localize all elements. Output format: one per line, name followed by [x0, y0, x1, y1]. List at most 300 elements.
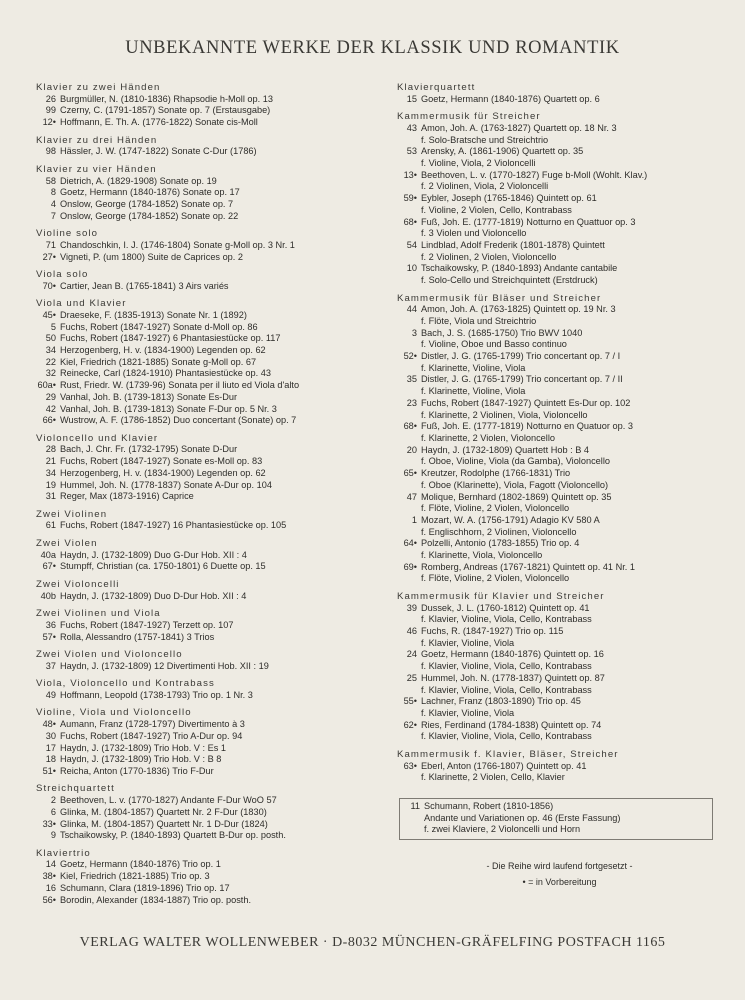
- entry-text: Czerny, C. (1791-1857) Sonate op. 7 (Erstausgabe): [60, 105, 271, 116]
- catalog-entry: [397, 626, 722, 638]
- entry-number: 69•: [403, 561, 417, 572]
- entry-instrumentation: f. Englischhorn, 2 Violinen, Violoncello: [421, 526, 577, 537]
- entry-text: Tschaikowsky, P. (1840-1893) Quartett B-Dur op. posth.: [60, 830, 286, 841]
- entry-text: Ries, Ferdinand (1784-1838) Quintett op. 74: [421, 719, 602, 730]
- catalog-entry: [397, 696, 722, 708]
- entry-instrumentation: f. 3 Violen und Violoncello: [421, 228, 527, 239]
- entry-text: Schumann, Robert (1810-1856): [424, 800, 554, 811]
- entry-number: 3: [411, 327, 417, 338]
- catalog-entry: [36, 807, 381, 819]
- entry-text: Goetz, Hermann (1840-1876) Trio op. 1: [60, 859, 221, 870]
- entry-instrumentation: f. Solo-Bratsche und Streichtrio: [421, 134, 549, 145]
- catalog-section: [36, 538, 381, 573]
- entry-number: 67•: [42, 561, 56, 572]
- entry-text: Rolla, Alessandro (1757-1841) 3 Trios: [60, 631, 215, 642]
- catalog-entry: [397, 538, 722, 550]
- catalog-entry: [36, 415, 381, 427]
- catalog-section: [36, 298, 381, 427]
- entry-number: 34: [45, 345, 56, 356]
- catalog-entry: [397, 123, 722, 135]
- catalog-entry: [397, 649, 722, 661]
- entry-instrumentation: f. Klavier, Violine, Viola, Cello, Kontrabass: [421, 661, 592, 672]
- entry-number: 4: [50, 198, 56, 209]
- entry-number: 5: [50, 321, 56, 332]
- catalog-entry: [397, 146, 722, 158]
- entry-text: Haydn, J. (1732-1809) Quartett Hob : B 4: [421, 444, 590, 455]
- entry-text: Reicha, Anton (1770-1836) Trio F-Dur: [60, 765, 214, 776]
- catalog-section: [36, 509, 381, 532]
- catalog-entry: [36, 591, 381, 603]
- catalog-entry: [36, 199, 381, 211]
- entry-number: 98: [45, 146, 56, 157]
- catalog-section: [397, 293, 722, 586]
- catalog-entry: [36, 491, 381, 503]
- entry-instrumentation: f. Klavier, Violine, Viola, Cello, Kontrabass: [421, 684, 592, 695]
- entry-number: 42: [45, 403, 56, 414]
- catalog-entry: [36, 661, 381, 673]
- entry-instrumentation: f. Klarinette, Violine, Viola: [421, 362, 526, 373]
- entry-instrumentation: f. Oboe (Klarinette), Viola, Fagott (Violoncello): [421, 479, 609, 490]
- catalog-entry: [397, 304, 722, 316]
- entry-text: Vanhal, Joh. B. (1739-1813) Sonate F-Dur op. 5 Nr. 3: [60, 403, 277, 414]
- entry-number: 49: [45, 689, 56, 700]
- catalog-entry: [36, 392, 381, 404]
- entry-instrumentation: f. Violine, Viola, 2 Violoncelli: [421, 158, 536, 169]
- catalog-entry: [36, 380, 381, 392]
- entry-number: 8: [50, 187, 56, 198]
- entry-number: 19: [45, 479, 56, 490]
- entry-text: Fuchs, Robert (1847-1927) Trio A-Dur op. 94: [60, 730, 243, 741]
- section-heading: Kammermusik f. Klavier, Bläser, Streicher: [397, 748, 619, 760]
- entry-text: Haydn, J. (1732-1809) Trio Hob. V : B 8: [60, 754, 222, 765]
- catalog-entry: [397, 720, 722, 732]
- catalog-entry: [397, 445, 722, 457]
- catalog-entry: [36, 146, 381, 158]
- entry-text: Amon, Joh. A. (1763-1825) Quintett op. 19 Nr. 3: [421, 304, 616, 315]
- entry-text: Chandoschkin, I. J. (1746-1804) Sonate g-Moll op. 3 Nr. 1: [60, 239, 295, 250]
- catalog-entry: [36, 345, 381, 357]
- entry-text: Bach, J. S. (1685-1750) Trio BWV 1040: [421, 327, 583, 338]
- catalog-entry: [36, 252, 381, 264]
- entry-instrumentation: f. zwei Klaviere, 2 Violoncelli und Horn: [424, 824, 581, 835]
- catalog-entry: [36, 550, 381, 562]
- entry-instrumentation: f. Klarinette, Viola, Violoncello: [421, 550, 543, 561]
- entry-text: Herzogenberg, H. v. (1834-1900) Legenden op. 62: [60, 467, 266, 478]
- entry-text: Aumann, Franz (1728-1797) Divertimento à 3: [60, 719, 245, 730]
- catalog-section: [36, 608, 381, 643]
- catalog-entry: [36, 176, 381, 188]
- entry-text: Kiel, Friedrich (1821-1885) Trio op. 3: [60, 871, 210, 882]
- section-heading: Zwei Violinen und Viola: [36, 608, 161, 620]
- entry-number: 10: [406, 263, 417, 274]
- catalog-entry: [36, 830, 381, 842]
- entry-number: 48•: [42, 719, 56, 730]
- entry-text: Goetz, Hermann (1840-1876) Sonate op. 17: [60, 187, 240, 198]
- entry-instrumentation: f. Oboe, Violine, Viola (da Gamba), Violoncello: [421, 456, 610, 467]
- entry-number: 40b: [40, 590, 56, 601]
- entry-text: Vanhal, Joh. B. (1739-1813) Sonate Es-Dur: [60, 391, 238, 402]
- entry-text: Distler, J. G. (1765-1799) Trio concertant op. 7 / I: [421, 351, 621, 362]
- right-sections: [397, 82, 722, 784]
- entry-text: Amon, Joh. A. (1763-1827) Quartett op. 18 Nr. 3: [421, 122, 617, 133]
- entry-number: 16: [45, 882, 56, 893]
- entry-text: Reger, Max (1873-1916) Caprice: [60, 491, 194, 502]
- catalog-entry: [397, 374, 722, 386]
- entry-instrumentation: f. 2 Violinen, Viola, 2 Violoncelli: [421, 181, 549, 192]
- publisher-footer: VERLAG WALTER WOLLENWEBER · D-8032 MÜNCHEN-GRÄFELFING POSTFACH 1165: [79, 935, 666, 950]
- entry-number: 47: [406, 491, 417, 502]
- catalog-entry: [400, 801, 708, 813]
- section-heading: Viola, Violoncello und Kontrabass: [36, 678, 215, 690]
- entry-number: 14: [45, 859, 56, 870]
- catalog-entry: [36, 895, 381, 907]
- entry-text: Goetz, Hermann (1840-1876) Quintett op. 16: [421, 649, 604, 660]
- entry-instrumentation: f. Violine, Oboe und Basso continuo: [421, 339, 567, 350]
- entry-text: Bach, J. Chr. Fr. (1732-1795) Sonate D-Dur: [60, 444, 238, 455]
- section-heading: Viola solo: [36, 269, 89, 281]
- entry-text: Reinecke, Carl (1824-1910) Phantasiestücke op. 43: [60, 368, 271, 379]
- entry-number: 52•: [403, 351, 417, 362]
- catalog-entry: [397, 193, 722, 205]
- catalog-entry: [36, 620, 381, 632]
- catalog-entry: [397, 421, 722, 433]
- entry-text: Beethoven, L. v. (1770-1827) Andante F-Dur WoO 57: [60, 795, 277, 806]
- entry-text: Haydn, J. (1732-1809) Trio Hob. V : Es 1: [60, 742, 226, 753]
- section-heading: Kammermusik für Klavier und Streicher: [397, 590, 605, 602]
- catalog-entry: [397, 492, 722, 504]
- entry-number: 36: [45, 619, 56, 630]
- catalog-entry: [36, 731, 381, 743]
- catalog-section: [397, 111, 722, 287]
- entry-number: 64•: [403, 538, 417, 549]
- entry-text: Burgmüller, N. (1810-1836) Rhapsodie h-Moll op. 13: [60, 93, 273, 104]
- catalog-entry: [36, 632, 381, 644]
- entry-text: Fuß, Joh. E. (1777-1819) Notturno en Quattuor op. 3: [421, 216, 636, 227]
- entry-text: Molique, Bernhard (1802-1869) Quintett op. 35: [421, 491, 612, 502]
- catalog-entry: [397, 94, 722, 106]
- entry-number: 44: [406, 304, 417, 315]
- right-column: [397, 82, 722, 890]
- entry-text: Haydn, J. (1732-1809) Duo D-Dur Hob. XII : 4: [60, 590, 247, 601]
- section-heading: Klavier zu vier Händen: [36, 163, 157, 175]
- entry-text: Fuchs, Robert (1847-1927) 16 Phantasiestücke op. 105: [60, 520, 287, 531]
- entry-text: Haydn, J. (1732-1809) Duo G-Dur Hob. XII : 4: [60, 549, 247, 560]
- entry-text: Kreutzer, Rodolphe (1766-1831) Trio: [421, 468, 571, 479]
- catalog-entry: [36, 859, 381, 871]
- entry-text: Fuß, Joh. E. (1777-1819) Notturno en Quatuor op. 3: [421, 421, 633, 432]
- catalog-section: [36, 579, 381, 602]
- entry-number: 65•: [403, 468, 417, 479]
- entry-instrumentation: f. Klavier, Violine, Viola, Cello, Kontrabass: [421, 731, 592, 742]
- catalog-section: [397, 82, 722, 105]
- catalog-entry: [397, 761, 722, 773]
- catalog-entry: [397, 673, 722, 685]
- entry-instrumentation: f. Flöte, Viola und Streichtrio: [421, 315, 537, 326]
- entry-instrumentation: f. Klarinette, 2 Violen, Cello, Klavier: [421, 772, 565, 783]
- entry-instrumentation: f. Klarinette, Violine, Viola: [421, 386, 526, 397]
- catalog-entry: [397, 328, 722, 340]
- boxed-entry: [399, 798, 713, 840]
- legend-note: • = in Vorbereitung: [522, 877, 597, 888]
- entry-text: Glinka, M. (1804-1857) Quartett Nr. 2 F-Dur (1830): [60, 806, 267, 817]
- entry-number: 40a: [40, 549, 56, 560]
- entry-number: 70•: [42, 280, 56, 291]
- catalog-entry: [36, 333, 381, 345]
- entry-number: 66•: [42, 415, 56, 426]
- section-heading: Zwei Violoncelli: [36, 578, 120, 590]
- entry-number: 27•: [42, 251, 56, 262]
- entry-number: 23: [406, 397, 417, 408]
- entry-text: Eberl, Anton (1766-1807) Quintett op. 41: [421, 760, 587, 771]
- entry-instrumentation: f. Solo-Cello und Streichquintett (Erstdruck): [421, 275, 598, 286]
- entry-number: 59•: [403, 193, 417, 204]
- entry-text: Rust, Friedr. W. (1739-96) Sonata per il liuto ed Viola d'alto: [60, 380, 300, 391]
- section-heading: Kammermusik für Bläser und Streicher: [397, 292, 602, 304]
- entry-number: 35: [406, 374, 417, 385]
- entry-number: 31: [45, 491, 56, 502]
- section-heading: Streichquartett: [36, 783, 115, 795]
- entry-number: 39: [406, 602, 417, 613]
- entry-number: 57•: [42, 631, 56, 642]
- entry-text: Kiel, Friedrich (1821-1885) Sonate g-Moll op. 67: [60, 356, 257, 367]
- section-heading: Zwei Violinen: [36, 508, 108, 520]
- catalog-entry: [397, 562, 722, 574]
- catalog-entry: [36, 795, 381, 807]
- catalog-section: [397, 591, 722, 743]
- entry-text: Vigneti, P. (um 1800) Suite de Caprices op. 2: [60, 251, 244, 262]
- catalog-entry: [36, 520, 381, 532]
- catalog-section: [36, 707, 381, 777]
- catalog-entry: [36, 368, 381, 380]
- catalog-section: [36, 433, 381, 503]
- entry-text: Distler, J. G. (1765-1799) Trio concertant op. 7 / II: [421, 374, 623, 385]
- catalog-entry: [397, 603, 722, 615]
- entry-text: Stumpff, Christian (ca. 1750-1801) 6 Duette op. 15: [60, 561, 266, 572]
- entry-text: Fuchs, R. (1847-1927) Trio op. 115: [421, 626, 564, 637]
- section-heading: Klavier zu zwei Händen: [36, 82, 161, 93]
- entry-number: 53: [406, 146, 417, 157]
- entry-text: Tschaikowsky, P. (1840-1893) Andante cantabile: [421, 263, 618, 274]
- entry-number: 6: [50, 806, 56, 817]
- catalog-entry: [36, 871, 381, 883]
- catalog-section: [36, 678, 381, 701]
- entry-number: 68•: [403, 421, 417, 432]
- entry-text: Borodin, Alexander (1834-1887) Trio op. posth.: [60, 894, 252, 905]
- entry-text: Mozart, W. A. (1756-1791) Adagio KV 580 A: [421, 514, 600, 525]
- catalog-entry: [36, 240, 381, 252]
- page-title: UNBEKANNTE WERKE DER KLASSIK UND ROMANTIK: [125, 38, 620, 58]
- entry-number: 37: [45, 660, 56, 671]
- entry-text: Schumann, Clara (1819-1896) Trio op. 17: [60, 882, 230, 893]
- catalog-entry: [36, 310, 381, 322]
- entry-number: 62•: [403, 719, 417, 730]
- entry-text: Draeseke, F. (1835-1913) Sonate Nr. 1 (1892): [60, 309, 247, 320]
- entry-instrumentation: f. 2 Violinen, 2 Violen, Violoncello: [421, 251, 557, 262]
- entry-number: 55•: [403, 696, 417, 707]
- section-heading: Violoncello und Klavier: [36, 432, 159, 444]
- entry-text: Fuchs, Robert (1847-1927) Sonate es-Moll op. 83: [60, 456, 263, 467]
- entry-number: 7: [50, 210, 56, 221]
- section-heading: Klaviertrio: [36, 847, 91, 859]
- entry-number: 45•: [42, 309, 56, 320]
- entry-number: 15: [406, 93, 417, 104]
- entry-number: 29: [45, 391, 56, 402]
- entry-text: Lachner, Franz (1803-1890) Trio op. 45: [421, 696, 581, 707]
- entry-number: 71: [45, 239, 56, 250]
- section-heading: Violine, Viola und Violoncello: [36, 707, 192, 719]
- catalog-entry: [36, 561, 381, 573]
- catalog-entry: [36, 281, 381, 293]
- entry-number: 2: [50, 795, 56, 806]
- entry-number: 11: [410, 800, 420, 811]
- catalog-entry: [397, 351, 722, 363]
- entry-text: Onslow, George (1784-1852) Sonate op. 22: [60, 210, 239, 221]
- catalog-section: [36, 848, 381, 907]
- entry-number: 50: [45, 333, 56, 344]
- entry-number: 51•: [42, 765, 56, 776]
- entry-text: Beethoven, L. v. (1770-1827) Fuge b-Moll (Wohlt. Klav.): [421, 169, 648, 180]
- entry-instrumentation: f. Klavier, Violine, Viola: [421, 707, 515, 718]
- catalog-entry: [36, 211, 381, 223]
- catalog-entry: [36, 883, 381, 895]
- entry-number: 54: [406, 239, 417, 250]
- entry-number: 13•: [403, 169, 417, 180]
- catalog-entry: [36, 480, 381, 492]
- section-heading: Zwei Violen und Violoncello: [36, 649, 183, 660]
- catalog-entry: [36, 819, 381, 831]
- catalog-section: [397, 749, 722, 784]
- catalog-entry: [36, 94, 381, 106]
- entry-number: 33•: [42, 818, 56, 829]
- catalog-section: [36, 135, 381, 158]
- catalog-entry: [397, 170, 722, 182]
- entry-text: Hoffmann, Leopold (1738-1793) Trio op. 1 Nr. 3: [60, 689, 253, 700]
- catalog-entry: [36, 754, 381, 766]
- entry-text: Fuchs, Robert (1847-1927) 6 Phantasiestücke op. 117: [60, 333, 281, 344]
- entry-number: 21: [45, 456, 56, 467]
- entry-text: Hummel, Joh. N. (1778-1837) Sonate A-Dur op. 104: [60, 479, 272, 490]
- entry-text: Polzelli, Antonio (1783-1855) Trio op. 4: [421, 538, 580, 549]
- catalog-entry: [36, 404, 381, 416]
- entry-number: 20: [406, 444, 417, 455]
- entry-instrumentation: f. Klarinette, 2 Violinen, Viola, Violoncello: [421, 409, 588, 420]
- continuation-note: - Die Reihe wird laufend fortgesetzt -: [486, 861, 633, 872]
- entry-number: 46: [406, 626, 417, 637]
- catalog-entry: [36, 444, 381, 456]
- entry-text: Wustrow, A. F. (1786-1852) Duo concertant (Sonate) op. 7: [60, 415, 297, 426]
- entry-number: 22: [45, 356, 56, 367]
- entry-number: 32: [45, 368, 56, 379]
- entry-number: 43: [406, 122, 417, 133]
- entry-text: Fuchs, Robert (1847-1927) Terzett op. 107: [60, 619, 234, 630]
- entry-text: Glinka, M. (1804-1857) Quartett Nr. 1 D-Dur (1824): [60, 818, 268, 829]
- entry-text: Cartier, Jean B. (1765-1841) 3 Airs variés: [60, 280, 229, 291]
- entry-number: 68•: [403, 216, 417, 227]
- catalog-entry: [36, 322, 381, 334]
- catalog-entry: [397, 240, 722, 252]
- entry-text: Hässler, J. W. (1747-1822) Sonate C-Dur (1786): [60, 146, 257, 157]
- catalog-entry: [397, 468, 722, 480]
- catalog-entry: [36, 456, 381, 468]
- catalog-section: [36, 783, 381, 842]
- entry-text: Goetz, Hermann (1840-1876) Quartett op. 6: [421, 93, 600, 104]
- entry-number: 99: [45, 105, 56, 116]
- entry-number: 18: [45, 754, 56, 765]
- entry-instrumentation: f. Klavier, Violine, Viola: [421, 637, 515, 648]
- catalog-section: [36, 649, 381, 672]
- notes: [397, 858, 722, 890]
- catalog-entry: [36, 357, 381, 369]
- entry-text: Dietrich, A. (1829-1908) Sonate op. 19: [60, 175, 217, 186]
- entry-instrumentation: f. Flöte, Violine, 2 Violen, Violoncello: [421, 573, 570, 584]
- section-heading: Zwei Violen: [36, 537, 98, 549]
- entry-subtitle: Andante und Variationen op. 46 (Erste Fassung): [424, 812, 621, 823]
- section-heading: Violine solo: [36, 228, 99, 240]
- catalog-section: [36, 269, 381, 292]
- entry-text: Lindblad, Adolf Frederik (1801-1878) Quintett: [421, 239, 605, 250]
- entry-text: Dussek, J. L. (1760-1812) Quintett op. 41: [421, 602, 590, 613]
- entry-text: Eybler, Joseph (1765-1846) Quintett op. 61: [421, 193, 597, 204]
- entry-number: 25: [406, 672, 417, 683]
- entry-number: 60a•: [37, 380, 56, 391]
- entry-text: Fuchs, Robert (1847-1927) Sonate d-Moll op. 86: [60, 321, 258, 332]
- entry-number: 58: [45, 175, 56, 186]
- entry-number: 28: [45, 444, 56, 455]
- catalog-entry: [397, 515, 722, 527]
- entry-number: 61: [45, 520, 56, 531]
- entry-text: Romberg, Andreas (1767-1821) Quintett op. 41 Nr. 1: [421, 561, 635, 572]
- entry-number: 56•: [42, 894, 56, 905]
- entry-number: 1: [411, 514, 417, 525]
- entry-instrumentation: f. Violine, 2 Violen, Cello, Kontrabass: [421, 204, 572, 215]
- entry-instrumentation: f. Klarinette, 2 Violen, Violoncello: [421, 432, 555, 443]
- section-heading: Kammermusik für Streicher: [397, 111, 541, 123]
- entry-text: Hoffmann, E. Th. A. (1776-1822) Sonate cis-Moll: [60, 117, 258, 128]
- catalog-section: [36, 228, 381, 263]
- catalog-entry: [36, 468, 381, 480]
- catalog-entry: [397, 398, 722, 410]
- section-heading: Klavierquartett: [397, 82, 476, 93]
- catalog-section: [36, 164, 381, 223]
- entry-number: 9: [50, 830, 56, 841]
- entry-number: 26: [45, 93, 56, 104]
- entry-text: Onslow, George (1784-1852) Sonate op. 7: [60, 198, 234, 209]
- catalog-entry: [36, 105, 381, 117]
- entry-text: Herzogenberg, H. v. (1834-1900) Legenden op. 62: [60, 345, 266, 356]
- entry-number: 63•: [403, 760, 417, 771]
- entry-text: Arensky, A. (1861-1906) Quartett op. 35: [421, 146, 584, 157]
- catalog-entry: [36, 690, 381, 702]
- entry-number: 24: [406, 649, 417, 660]
- entry-number: 17: [45, 742, 56, 753]
- entry-text: Hummel, Joh. N. (1778-1837) Quintett op. 87: [421, 672, 605, 683]
- catalog-entry: [397, 217, 722, 229]
- catalog-entry: [36, 187, 381, 199]
- entry-number: 34: [45, 467, 56, 478]
- entry-number: 30: [45, 730, 56, 741]
- section-heading: Klavier zu drei Händen: [36, 134, 158, 146]
- catalog-section: [36, 82, 381, 129]
- catalog-entry: [36, 766, 381, 778]
- catalog-entry: [36, 117, 381, 129]
- section-heading: Viola und Klavier: [36, 298, 127, 310]
- catalog-entry: [36, 743, 381, 755]
- entry-number: 12•: [42, 117, 56, 128]
- entry-text: Fuchs, Robert (1847-1927) Quintett Es-Dur op. 102: [421, 397, 631, 408]
- entry-text: Haydn, J. (1732-1809) 12 Divertimenti Hob. XII : 19: [60, 660, 269, 671]
- entry-instrumentation: f. Klavier, Violine, Viola, Cello, Kontrabass: [421, 614, 592, 625]
- entry-number: 38•: [42, 871, 56, 882]
